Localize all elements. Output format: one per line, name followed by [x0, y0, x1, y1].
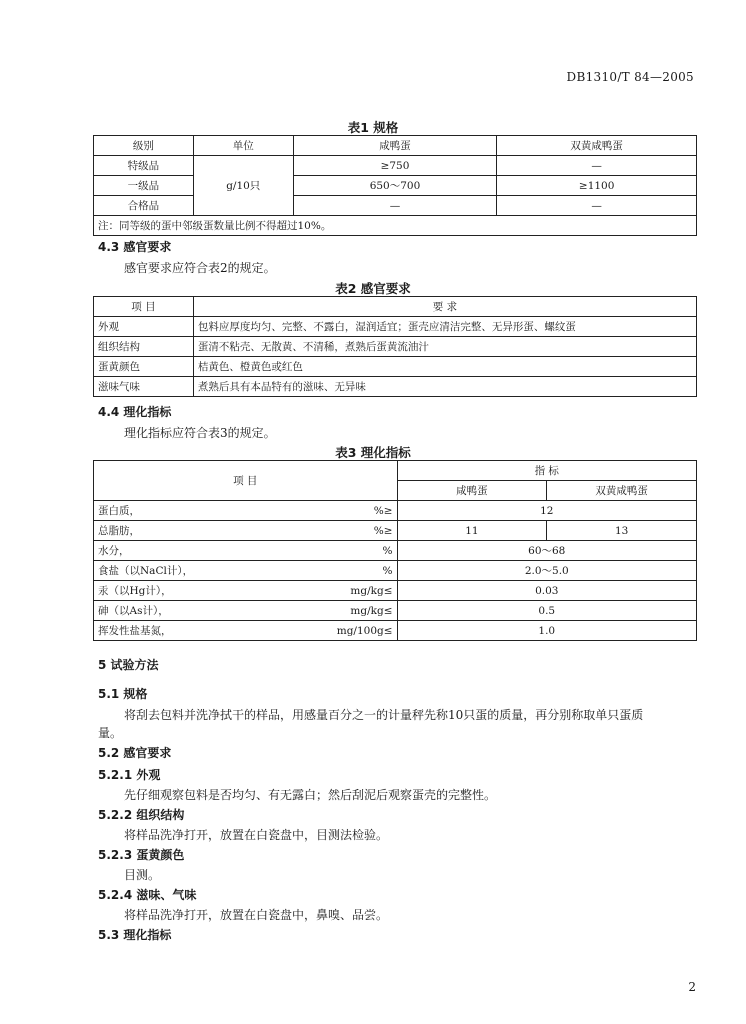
- section-5-2-4-text: 将样品洗净打开，放置在白瓷盘中，鼻嗅、品尝。: [124, 908, 389, 922]
- table-cell: 蛋黄颜色: [94, 357, 194, 377]
- table-row: [94, 377, 697, 397]
- section-5-2-heading: 5.2 感官要求: [98, 746, 172, 760]
- table-cell: 13: [547, 521, 697, 541]
- table-row: [94, 581, 697, 601]
- table-row: [94, 156, 697, 176]
- table3-caption: 表3 理化指标: [335, 445, 411, 460]
- table-row: [94, 216, 697, 236]
- table2-sensory: [93, 296, 697, 397]
- table-cell: %: [303, 561, 397, 581]
- table-cell: 包料应厚度均匀、完整、不露白，湿润适宜；蛋壳应清洁完整、无异形蛋、螺纹蛋: [193, 317, 696, 337]
- table-header: 项 目: [94, 297, 194, 317]
- table-cell: 0.03: [397, 581, 696, 601]
- section-5-2-1-text: 先仔细观察包料是否均匀、有无露白；然后刮泥后观察蛋壳的完整性。: [124, 788, 497, 802]
- table-row: [94, 501, 697, 521]
- table-cell: %: [303, 541, 397, 561]
- section-5-2-3-text: 目测。: [124, 868, 161, 882]
- table-cell: 1.0: [397, 621, 696, 641]
- table-row: [94, 297, 697, 317]
- table-header: 要 求: [193, 297, 696, 317]
- table-row: [94, 357, 697, 377]
- table-row: [94, 461, 697, 481]
- section-4-4-heading: 4.4 理化指标: [98, 405, 172, 419]
- table-cell: 滋味气味: [94, 377, 194, 397]
- table-header: 指 标: [397, 461, 696, 481]
- table-cell: 一级品: [94, 176, 194, 196]
- table-cell: ≥1100: [497, 176, 697, 196]
- table-cell: 挥发性盐基氮，: [94, 621, 304, 641]
- section-5-1-text: 将刮去包料并洗净拭干的样品，用感量百分之一的计量秤先称10只蛋的质量，再分别称取单只蛋质: [124, 708, 644, 722]
- table2-caption: 表2 感官要求: [335, 281, 411, 296]
- table-cell: 650～700: [293, 176, 497, 196]
- section-5-3-heading: 5.3 理化指标: [98, 928, 172, 942]
- table-cell: %≥: [303, 521, 397, 541]
- table-cell: 合格品: [94, 196, 194, 216]
- table-cell: 2.0～5.0: [397, 561, 696, 581]
- table-note: 注：同等级的蛋中邻级蛋数量比例不得超过10%。: [94, 216, 697, 236]
- table-cell: 12: [397, 501, 696, 521]
- section-5-2-2-text: 将样品洗净打开，放置在白瓷盘中，目测法检验。: [124, 828, 389, 842]
- table-cell: %≥: [303, 501, 397, 521]
- table-cell: 60～68: [397, 541, 696, 561]
- table-cell: mg/kg≤: [303, 601, 397, 621]
- table-header: 级别: [94, 136, 194, 156]
- table1-caption: 表1 规格: [347, 120, 399, 135]
- table-header: 双黄咸鸭蛋: [497, 136, 697, 156]
- section-5-1-text-cont: 量。: [98, 726, 123, 740]
- table-row: [94, 176, 697, 196]
- table-header: 咸鸭蛋: [397, 481, 547, 501]
- table-cell: 组织结构: [94, 337, 194, 357]
- table-row: [94, 601, 697, 621]
- table-cell: 蛋清不粘壳、无散黄、不清稀，煮熟后蛋黄流油汁: [193, 337, 696, 357]
- table-header: 双黄咸鸭蛋: [547, 481, 697, 501]
- standard-code: DB1310/T 84—2005: [566, 70, 694, 84]
- table-cell: 总脂肪，: [94, 521, 304, 541]
- table3-physchem: [93, 460, 697, 641]
- section-5-heading: 5 试验方法: [98, 658, 159, 672]
- section-5-2-2-heading: 5.2.2 组织结构: [98, 808, 185, 822]
- table1-spec: [93, 135, 697, 236]
- table-row: [94, 136, 697, 156]
- table-cell: 水分，: [94, 541, 304, 561]
- section-5-1-heading: 5.1 规格: [98, 687, 148, 701]
- section-4-4-text: 理化指标应符合表3的规定。: [124, 426, 276, 440]
- table-cell: 0.5: [397, 601, 696, 621]
- table-header: 项 目: [94, 461, 398, 501]
- table-cell: 特级品: [94, 156, 194, 176]
- table-row: [94, 561, 697, 581]
- table-cell: —: [497, 156, 697, 176]
- table-cell: —: [497, 196, 697, 216]
- table-cell: mg/kg≤: [303, 581, 397, 601]
- table-row: [94, 196, 697, 216]
- table-row: [94, 541, 697, 561]
- table-header: 单位: [193, 136, 293, 156]
- table-cell: 砷（以As计），: [94, 601, 304, 621]
- table-cell: 外观: [94, 317, 194, 337]
- table-cell: 11: [397, 521, 547, 541]
- section-5-2-1-heading: 5.2.1 外观: [98, 768, 161, 782]
- table-row: [94, 521, 697, 541]
- table-cell: ≥750: [293, 156, 497, 176]
- table-cell: mg/100g≤: [303, 621, 397, 641]
- section-4-3-text: 感官要求应符合表2的规定。: [124, 261, 276, 275]
- page-number: 2: [688, 980, 696, 994]
- table-row: [94, 621, 697, 641]
- table-row: [94, 317, 697, 337]
- section-5-2-4-heading: 5.2.4 滋味、气味: [98, 888, 197, 902]
- table-cell: 蛋白质，: [94, 501, 304, 521]
- table-cell: 汞（以Hg计），: [94, 581, 304, 601]
- section-5-2-3-heading: 5.2.3 蛋黄颜色: [98, 848, 185, 862]
- table-cell: 桔黄色、橙黄色或红色: [193, 357, 696, 377]
- table-row: [94, 337, 697, 357]
- table-header: 咸鸭蛋: [293, 136, 497, 156]
- table-cell: 煮熟后具有本品特有的滋味、无异味: [193, 377, 696, 397]
- section-4-3-heading: 4.3 感官要求: [98, 240, 172, 254]
- table-cell: 食盐（以NaCl计），: [94, 561, 304, 581]
- unit-cell: g/10只: [193, 156, 293, 216]
- table-cell: —: [293, 196, 497, 216]
